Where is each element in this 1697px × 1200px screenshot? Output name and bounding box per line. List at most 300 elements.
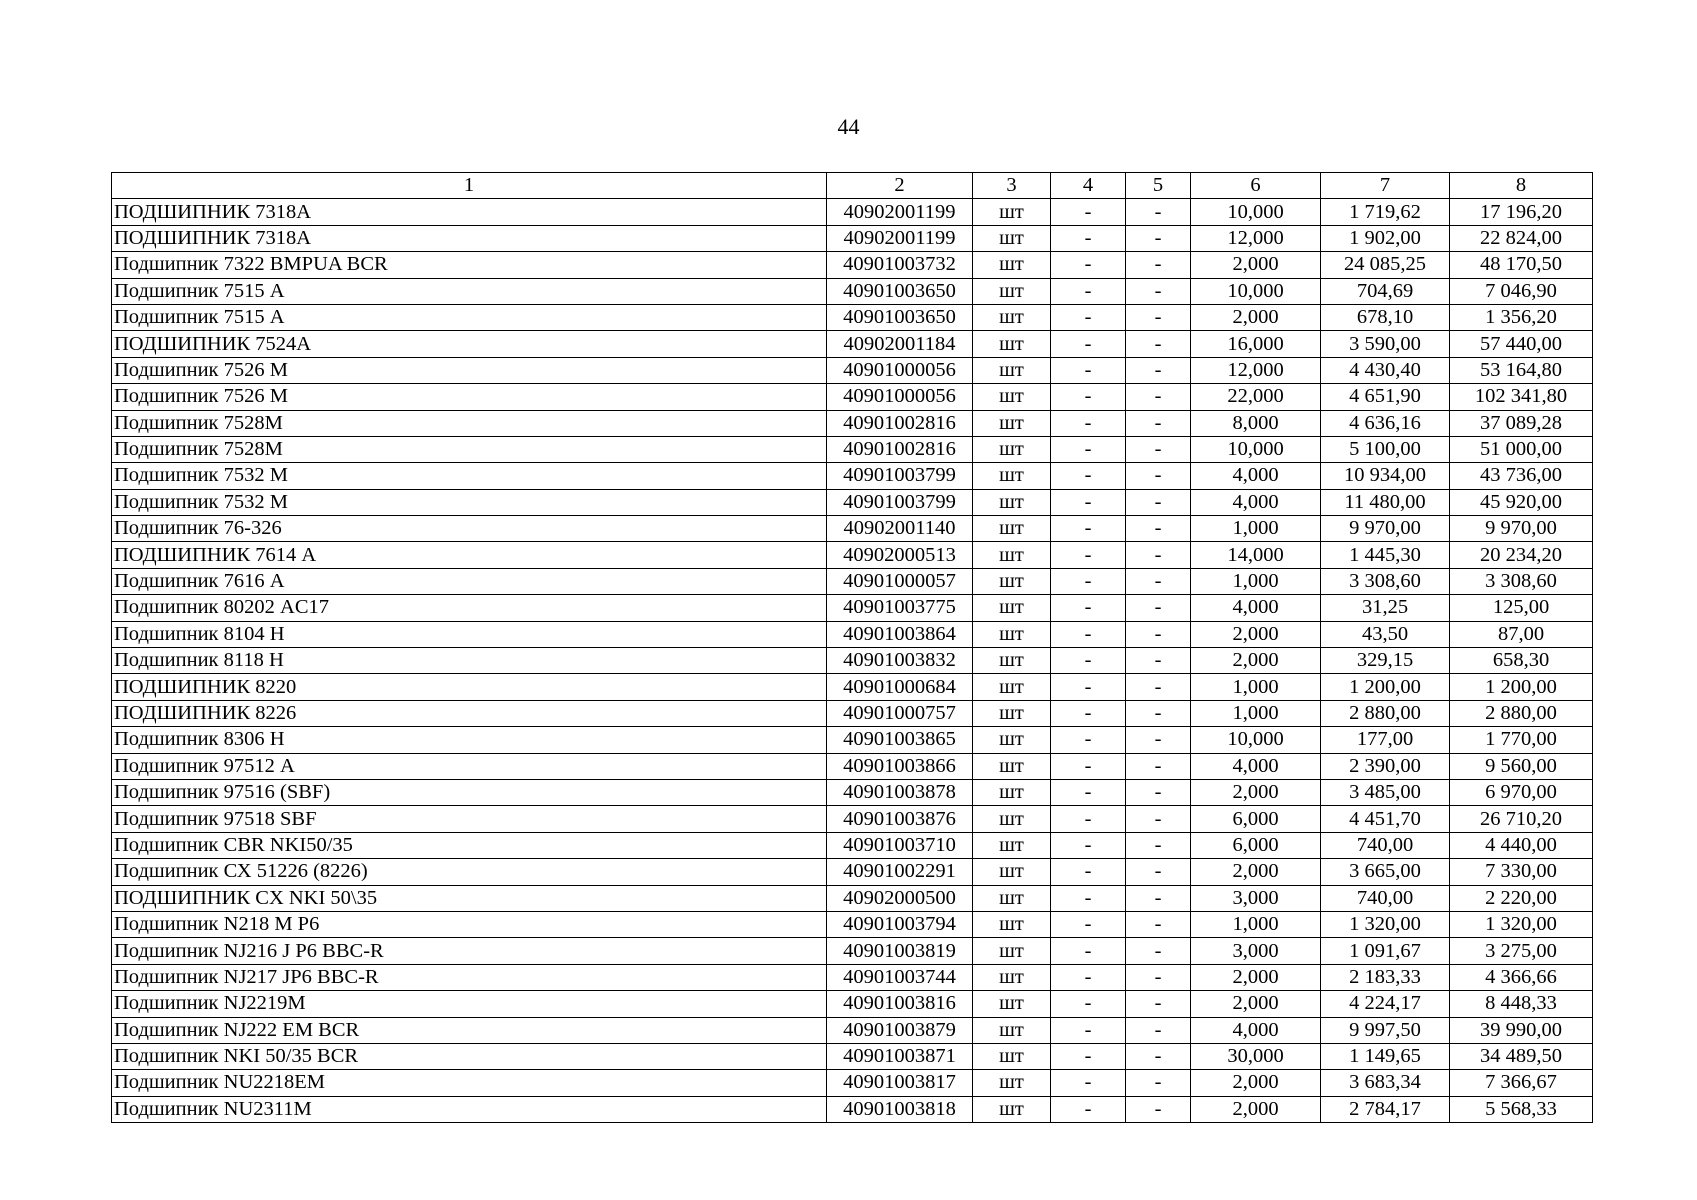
item-code-cell: 40902000513 (827, 542, 973, 568)
price-cell: 4 651,90 (1321, 384, 1450, 410)
price-cell: 9 970,00 (1321, 516, 1450, 542)
column-4-cell: - (1051, 410, 1126, 436)
item-name-cell: Подшипник NJ217 JP6 BBC-R (112, 964, 827, 990)
item-code-cell: 40902001199 (827, 225, 973, 251)
column-4-cell: - (1051, 859, 1126, 885)
price-cell: 31,25 (1321, 595, 1450, 621)
table-row (112, 384, 1593, 410)
table-row (112, 991, 1593, 1017)
price-cell: 10 934,00 (1321, 463, 1450, 489)
table-row (112, 278, 1593, 304)
table-row (112, 885, 1593, 911)
amount-cell: 3 275,00 (1450, 938, 1593, 964)
table-row (112, 911, 1593, 937)
quantity-cell: 10,000 (1191, 278, 1321, 304)
table-row (112, 621, 1593, 647)
column-header: 4 (1051, 173, 1126, 199)
unit-cell: шт (973, 489, 1051, 515)
table-row (112, 436, 1593, 462)
item-name-cell: Подшипник NU2218EM (112, 1070, 827, 1096)
item-name-cell: ПОДШИПНИК 7524А (112, 331, 827, 357)
unit-cell: шт (973, 991, 1051, 1017)
unit-cell: шт (973, 436, 1051, 462)
table-row (112, 568, 1593, 594)
unit-cell: шт (973, 621, 1051, 647)
column-5-cell: - (1126, 489, 1191, 515)
quantity-cell: 2,000 (1191, 252, 1321, 278)
amount-cell: 45 920,00 (1450, 489, 1593, 515)
column-4-cell: - (1051, 938, 1126, 964)
unit-cell: шт (973, 648, 1051, 674)
quantity-cell: 2,000 (1191, 859, 1321, 885)
item-code-cell: 40901002816 (827, 436, 973, 462)
column-5-cell: - (1126, 1017, 1191, 1043)
unit-cell: шт (973, 1017, 1051, 1043)
item-name-cell: Подшипник 7528М (112, 436, 827, 462)
item-name-cell: Подшипник NJ216 J P6 BBC-R (112, 938, 827, 964)
column-4-cell: - (1051, 964, 1126, 990)
price-cell: 3 308,60 (1321, 568, 1450, 594)
quantity-cell: 10,000 (1191, 199, 1321, 225)
price-cell: 3 665,00 (1321, 859, 1450, 885)
column-5-cell: - (1126, 516, 1191, 542)
item-code-cell: 40902001140 (827, 516, 973, 542)
unit-cell: шт (973, 1096, 1051, 1122)
column-4-cell: - (1051, 911, 1126, 937)
column-header: 7 (1321, 173, 1450, 199)
table-row (112, 648, 1593, 674)
unit-cell: шт (973, 463, 1051, 489)
item-code-cell: 40901003864 (827, 621, 973, 647)
item-code-cell: 40901003871 (827, 1043, 973, 1069)
table-row (112, 410, 1593, 436)
table-row (112, 331, 1593, 357)
column-5-cell: - (1126, 648, 1191, 674)
amount-cell: 3 308,60 (1450, 568, 1593, 594)
quantity-cell: 8,000 (1191, 410, 1321, 436)
quantity-cell: 6,000 (1191, 832, 1321, 858)
column-4-cell: - (1051, 304, 1126, 330)
quantity-cell: 1,000 (1191, 700, 1321, 726)
unit-cell: шт (973, 199, 1051, 225)
quantity-cell: 3,000 (1191, 938, 1321, 964)
price-cell: 3 683,34 (1321, 1070, 1450, 1096)
column-4-cell: - (1051, 595, 1126, 621)
column-4-cell: - (1051, 832, 1126, 858)
item-code-cell: 40901003878 (827, 779, 973, 805)
table-row (112, 700, 1593, 726)
amount-cell: 1 770,00 (1450, 727, 1593, 753)
item-code-cell: 40901003816 (827, 991, 973, 1017)
column-4-cell: - (1051, 753, 1126, 779)
quantity-cell: 12,000 (1191, 357, 1321, 383)
item-code-cell: 40901003775 (827, 595, 973, 621)
table-row (112, 832, 1593, 858)
amount-cell: 7 046,90 (1450, 278, 1593, 304)
table-row (112, 779, 1593, 805)
price-cell: 24 085,25 (1321, 252, 1450, 278)
amount-cell: 1 200,00 (1450, 674, 1593, 700)
price-cell: 1 091,67 (1321, 938, 1450, 964)
item-code-cell: 40901003650 (827, 304, 973, 330)
item-name-cell: Подшипник 7528М (112, 410, 827, 436)
quantity-cell: 1,000 (1191, 674, 1321, 700)
column-5-cell: - (1126, 727, 1191, 753)
column-header: 2 (827, 173, 973, 199)
column-5-cell: - (1126, 225, 1191, 251)
item-code-cell: 40901003879 (827, 1017, 973, 1043)
item-name-cell: Подшипник NKI 50/35 BCR (112, 1043, 827, 1069)
amount-cell: 1 356,20 (1450, 304, 1593, 330)
item-name-cell: Подшипник 7322 BMPUA BCR (112, 252, 827, 278)
price-cell: 3 590,00 (1321, 331, 1450, 357)
item-name-cell: ПОДШИПНИК 7318А (112, 199, 827, 225)
column-5-cell: - (1126, 331, 1191, 357)
column-4-cell: - (1051, 885, 1126, 911)
item-name-cell: Подшипник 7515 А (112, 304, 827, 330)
column-5-cell: - (1126, 357, 1191, 383)
amount-cell: 5 568,33 (1450, 1096, 1593, 1122)
price-cell: 2 784,17 (1321, 1096, 1450, 1122)
quantity-cell: 2,000 (1191, 964, 1321, 990)
amount-cell: 43 736,00 (1450, 463, 1593, 489)
unit-cell: шт (973, 938, 1051, 964)
item-code-cell: 40902000500 (827, 885, 973, 911)
amount-cell: 39 990,00 (1450, 1017, 1593, 1043)
column-5-cell: - (1126, 885, 1191, 911)
quantity-cell: 16,000 (1191, 331, 1321, 357)
quantity-cell: 2,000 (1191, 621, 1321, 647)
item-name-cell: Подшипник 7616 А (112, 568, 827, 594)
price-cell: 1 320,00 (1321, 911, 1450, 937)
table-row (112, 595, 1593, 621)
quantity-cell: 10,000 (1191, 436, 1321, 462)
column-5-cell: - (1126, 568, 1191, 594)
item-name-cell: Подшипник 8118 Н (112, 648, 827, 674)
column-5-cell: - (1126, 806, 1191, 832)
column-4-cell: - (1051, 357, 1126, 383)
amount-cell: 9 970,00 (1450, 516, 1593, 542)
amount-cell: 57 440,00 (1450, 331, 1593, 357)
price-cell: 2 880,00 (1321, 700, 1450, 726)
amount-cell: 2 880,00 (1450, 700, 1593, 726)
unit-cell: шт (973, 595, 1051, 621)
item-code-cell: 40901003817 (827, 1070, 973, 1096)
price-cell: 43,50 (1321, 621, 1450, 647)
amount-cell: 7 366,67 (1450, 1070, 1593, 1096)
price-cell: 1 149,65 (1321, 1043, 1450, 1069)
amount-cell: 20 234,20 (1450, 542, 1593, 568)
table-row (112, 964, 1593, 990)
amount-cell: 17 196,20 (1450, 199, 1593, 225)
column-5-cell: - (1126, 911, 1191, 937)
price-cell: 4 636,16 (1321, 410, 1450, 436)
item-code-cell: 40901003710 (827, 832, 973, 858)
item-code-cell: 40901000056 (827, 357, 973, 383)
column-5-cell: - (1126, 595, 1191, 621)
column-header: 8 (1450, 173, 1593, 199)
unit-cell: шт (973, 1070, 1051, 1096)
column-4-cell: - (1051, 225, 1126, 251)
item-code-cell: 40901003865 (827, 727, 973, 753)
unit-cell: шт (973, 727, 1051, 753)
unit-cell: шт (973, 674, 1051, 700)
column-4-cell: - (1051, 991, 1126, 1017)
quantity-cell: 4,000 (1191, 489, 1321, 515)
table-row (112, 304, 1593, 330)
amount-cell: 9 560,00 (1450, 753, 1593, 779)
item-name-cell: Подшипник N218 M P6 (112, 911, 827, 937)
price-cell: 329,15 (1321, 648, 1450, 674)
table-row (112, 199, 1593, 225)
column-4-cell: - (1051, 278, 1126, 304)
item-code-cell: 40901003866 (827, 753, 973, 779)
price-cell: 11 480,00 (1321, 489, 1450, 515)
item-name-cell: Подшипник 97516 (SBF) (112, 779, 827, 805)
column-5-cell: - (1126, 753, 1191, 779)
table-row (112, 1096, 1593, 1122)
item-code-cell: 40901000684 (827, 674, 973, 700)
column-5-cell: - (1126, 1070, 1191, 1096)
column-4-cell: - (1051, 806, 1126, 832)
price-cell: 4 430,40 (1321, 357, 1450, 383)
table-row (112, 542, 1593, 568)
table-row (112, 1043, 1593, 1069)
amount-cell: 1 320,00 (1450, 911, 1593, 937)
item-name-cell: ПОДШИПНИК 7614 А (112, 542, 827, 568)
item-code-cell: 40901003876 (827, 806, 973, 832)
column-4-cell: - (1051, 1017, 1126, 1043)
column-5-cell: - (1126, 621, 1191, 647)
column-4-cell: - (1051, 1070, 1126, 1096)
column-4-cell: - (1051, 1096, 1126, 1122)
price-cell: 2 390,00 (1321, 753, 1450, 779)
unit-cell: шт (973, 964, 1051, 990)
quantity-cell: 12,000 (1191, 225, 1321, 251)
quantity-cell: 4,000 (1191, 753, 1321, 779)
item-name-cell: Подшипник 8104 Н (112, 621, 827, 647)
column-5-cell: - (1126, 938, 1191, 964)
quantity-cell: 6,000 (1191, 806, 1321, 832)
unit-cell: шт (973, 779, 1051, 805)
column-5-cell: - (1126, 463, 1191, 489)
quantity-cell: 1,000 (1191, 516, 1321, 542)
amount-cell: 48 170,50 (1450, 252, 1593, 278)
unit-cell: шт (973, 331, 1051, 357)
amount-cell: 658,30 (1450, 648, 1593, 674)
item-code-cell: 40901003799 (827, 489, 973, 515)
quantity-cell: 30,000 (1191, 1043, 1321, 1069)
column-header: 3 (973, 173, 1051, 199)
price-cell: 740,00 (1321, 885, 1450, 911)
column-header: 1 (112, 173, 827, 199)
item-name-cell: Подшипник 7526 М (112, 357, 827, 383)
amount-cell: 53 164,80 (1450, 357, 1593, 383)
item-name-cell: Подшипник 7515 А (112, 278, 827, 304)
price-cell: 1 719,62 (1321, 199, 1450, 225)
unit-cell: шт (973, 753, 1051, 779)
item-name-cell: Подшипник NJ222 EM BCR (112, 1017, 827, 1043)
price-cell: 5 100,00 (1321, 436, 1450, 462)
unit-cell: шт (973, 832, 1051, 858)
price-cell: 740,00 (1321, 832, 1450, 858)
unit-cell: шт (973, 410, 1051, 436)
quantity-cell: 10,000 (1191, 727, 1321, 753)
table-row (112, 859, 1593, 885)
column-4-cell: - (1051, 199, 1126, 225)
unit-cell: шт (973, 384, 1051, 410)
quantity-cell: 2,000 (1191, 1070, 1321, 1096)
column-4-cell: - (1051, 516, 1126, 542)
item-name-cell: ПОДШИПНИК 7318А (112, 225, 827, 251)
amount-cell: 125,00 (1450, 595, 1593, 621)
amount-cell: 4 366,66 (1450, 964, 1593, 990)
item-code-cell: 40901002816 (827, 410, 973, 436)
quantity-cell: 2,000 (1191, 304, 1321, 330)
column-4-cell: - (1051, 648, 1126, 674)
table-row (112, 727, 1593, 753)
unit-cell: шт (973, 885, 1051, 911)
table-row (112, 1070, 1593, 1096)
item-name-cell: ПОДШИПНИК 8226 (112, 700, 827, 726)
column-5-cell: - (1126, 410, 1191, 436)
column-4-cell: - (1051, 1043, 1126, 1069)
page-number: 44 (837, 114, 860, 139)
item-code-cell: 40901003732 (827, 252, 973, 278)
column-4-cell: - (1051, 463, 1126, 489)
quantity-cell: 4,000 (1191, 1017, 1321, 1043)
table-row (112, 225, 1593, 251)
price-cell: 704,69 (1321, 278, 1450, 304)
item-code-cell: 40901002291 (827, 859, 973, 885)
item-name-cell: Подшипник NU2311M (112, 1096, 827, 1122)
column-5-cell: - (1126, 832, 1191, 858)
column-header: 6 (1191, 173, 1321, 199)
column-5-cell: - (1126, 304, 1191, 330)
quantity-cell: 4,000 (1191, 595, 1321, 621)
inventory-table (111, 172, 1593, 1123)
price-cell: 1 200,00 (1321, 674, 1450, 700)
column-5-cell: - (1126, 700, 1191, 726)
quantity-cell: 2,000 (1191, 1096, 1321, 1122)
unit-cell: шт (973, 542, 1051, 568)
table-row (112, 938, 1593, 964)
price-cell: 678,10 (1321, 304, 1450, 330)
table-row (112, 806, 1593, 832)
column-5-cell: - (1126, 278, 1191, 304)
item-name-cell: ПОДШИПНИК CX NKI 50\35 (112, 885, 827, 911)
column-5-cell: - (1126, 542, 1191, 568)
quantity-cell: 22,000 (1191, 384, 1321, 410)
quantity-cell: 1,000 (1191, 568, 1321, 594)
item-name-cell: Подшипник 7532 М (112, 463, 827, 489)
item-name-cell: Подшипник 97512 А (112, 753, 827, 779)
amount-cell: 87,00 (1450, 621, 1593, 647)
table-header-row (112, 173, 1593, 199)
column-5-cell: - (1126, 674, 1191, 700)
amount-cell: 51 000,00 (1450, 436, 1593, 462)
table-row (112, 489, 1593, 515)
table-row (112, 674, 1593, 700)
unit-cell: шт (973, 278, 1051, 304)
item-name-cell: Подшипник 7526 М (112, 384, 827, 410)
table-body (112, 199, 1593, 1123)
unit-cell: шт (973, 568, 1051, 594)
column-5-cell: - (1126, 384, 1191, 410)
amount-cell: 7 330,00 (1450, 859, 1593, 885)
column-header: 5 (1126, 173, 1191, 199)
column-4-cell: - (1051, 436, 1126, 462)
column-4-cell: - (1051, 252, 1126, 278)
item-name-cell: Подшипник NJ2219M (112, 991, 827, 1017)
price-cell: 3 485,00 (1321, 779, 1450, 805)
table-row (112, 516, 1593, 542)
item-name-cell: Подшипник 7532 М (112, 489, 827, 515)
column-4-cell: - (1051, 700, 1126, 726)
item-code-cell: 40901003818 (827, 1096, 973, 1122)
amount-cell: 8 448,33 (1450, 991, 1593, 1017)
price-cell: 1 445,30 (1321, 542, 1450, 568)
column-4-cell: - (1051, 621, 1126, 647)
item-name-cell: ПОДШИПНИК 8220 (112, 674, 827, 700)
item-code-cell: 40901003744 (827, 964, 973, 990)
amount-cell: 4 440,00 (1450, 832, 1593, 858)
price-cell: 4 224,17 (1321, 991, 1450, 1017)
item-code-cell: 40901003794 (827, 911, 973, 937)
quantity-cell: 2,000 (1191, 991, 1321, 1017)
amount-cell: 102 341,80 (1450, 384, 1593, 410)
item-code-cell: 40901003819 (827, 938, 973, 964)
column-4-cell: - (1051, 727, 1126, 753)
item-name-cell: Подшипник 97518 SBF (112, 806, 827, 832)
item-name-cell: Подшипник 8306 Н (112, 727, 827, 753)
item-code-cell: 40901003799 (827, 463, 973, 489)
unit-cell: шт (973, 911, 1051, 937)
column-4-cell: - (1051, 779, 1126, 805)
quantity-cell: 2,000 (1191, 648, 1321, 674)
column-4-cell: - (1051, 568, 1126, 594)
item-code-cell: 40901003832 (827, 648, 973, 674)
item-code-cell: 40902001199 (827, 199, 973, 225)
price-cell: 2 183,33 (1321, 964, 1450, 990)
column-5-cell: - (1126, 1043, 1191, 1069)
quantity-cell: 2,000 (1191, 779, 1321, 805)
item-name-cell: Подшипник CBR NKI50/35 (112, 832, 827, 858)
item-code-cell: 40901000057 (827, 568, 973, 594)
price-cell: 9 997,50 (1321, 1017, 1450, 1043)
amount-cell: 37 089,28 (1450, 410, 1593, 436)
column-5-cell: - (1126, 1096, 1191, 1122)
quantity-cell: 1,000 (1191, 911, 1321, 937)
amount-cell: 26 710,20 (1450, 806, 1593, 832)
item-code-cell: 40901003650 (827, 278, 973, 304)
amount-cell: 6 970,00 (1450, 779, 1593, 805)
column-4-cell: - (1051, 489, 1126, 515)
item-name-cell: Подшипник 80202 AC17 (112, 595, 827, 621)
unit-cell: шт (973, 859, 1051, 885)
column-5-cell: - (1126, 252, 1191, 278)
table-row (112, 357, 1593, 383)
quantity-cell: 3,000 (1191, 885, 1321, 911)
table-row (112, 252, 1593, 278)
item-code-cell: 40901000757 (827, 700, 973, 726)
unit-cell: шт (973, 700, 1051, 726)
unit-cell: шт (973, 225, 1051, 251)
column-4-cell: - (1051, 542, 1126, 568)
column-5-cell: - (1126, 199, 1191, 225)
table-row (112, 1017, 1593, 1043)
column-4-cell: - (1051, 674, 1126, 700)
